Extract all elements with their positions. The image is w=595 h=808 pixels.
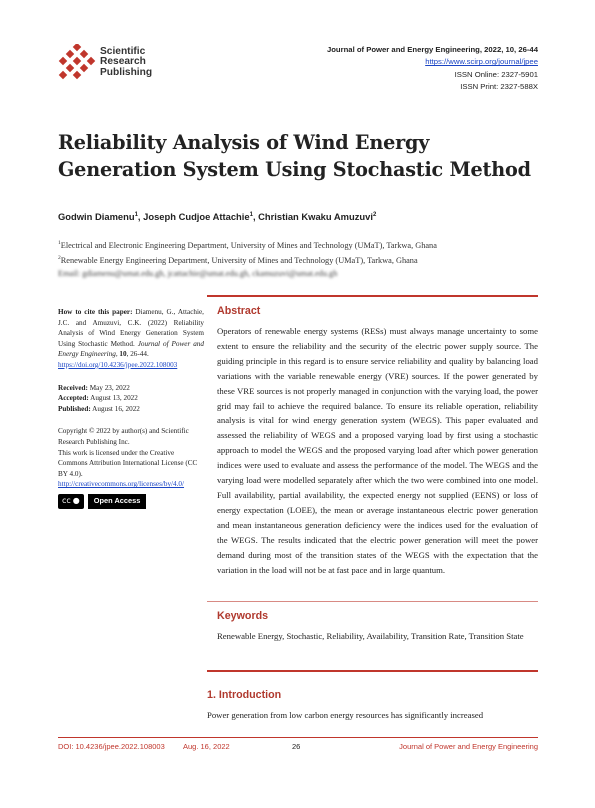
introduction-heading: 1. Introduction xyxy=(207,689,282,701)
author-list: Godwin Diamenu$^1$, Joseph Cudjoe Attachie$^1$, Christian Kwaku Amuzuvi$^2$ xyxy=(58,211,377,222)
abstract-text: Operators of renewable energy systems (RESs) must always manage uncertainty to some extent to ensure the reliability and the security of the electric power supply source. The guiding principle in this regard is to ensure service reliability and quality by balancing load variations with the variable renewable energy (VRE) sources. If the power generated by these VRE sources is not properly managed in conjunction with the varying load, the power grid may fail to achieve the required balance. To ensure its reliable operation, reliability analysis is vital for wind energy generation system (WEGS). This paper evaluated and assessed the reliability of WEGS and a proposed varying load by first using a stochastic approach to model the WEGS and the proposed varying load after which power generation indices were used to evaluate and assess the performance of the model. The WEGS and the varying load were modelled separately after which the two were combined into one model. Full availability, partial availability, the expected energy not supplied (EENS) or loss of energy expectation (LOEE), the mean or average instantaneous electric power generation and mean instantaneous generation deficiency were the indices used for the evaluation of the WEGS. The results indicated that the electric power generation will meet the power demand during most of the transition states of the WEGS with the expectation that the variation in the load will not be at fast pace and in large quantum. xyxy=(217,326,538,575)
cite-doi-link[interactable]: https://doi.org/10.4236/jpee.2022.108003 xyxy=(58,360,178,369)
person-icon: ● xyxy=(72,496,80,506)
open-access-badge[interactable]: Open Access xyxy=(88,494,147,509)
cite-label: How to cite this paper: xyxy=(58,308,133,316)
cite-pages: , 26-44. xyxy=(126,350,149,359)
abstract-top-rule xyxy=(207,295,538,297)
logo-line: Research xyxy=(100,56,146,68)
accepted-label: Accepted: xyxy=(58,394,89,403)
published-date xyxy=(58,404,204,415)
how-to-cite xyxy=(58,307,204,371)
logo-line: Publishing xyxy=(100,66,153,78)
author-affil-mark: 1 xyxy=(249,211,253,218)
received-date xyxy=(58,383,204,394)
footer-rule xyxy=(58,737,538,738)
abstract-body xyxy=(217,324,538,577)
cite-text: Diamenu, G., Attachie, J.C. and Amuzuvi, C.K. (2022) Reliability Analysis of Wind Energy Generation System Using Stochastic Method. xyxy=(58,308,204,348)
license-url-link[interactable]: http://creativecommons.org/licenses/by/4.0/ xyxy=(58,480,185,489)
published-label: Published: xyxy=(58,404,91,413)
cite-journal: Journal of Power and Energy Engineering, xyxy=(58,339,204,359)
accepted-value: August 13, 2022 xyxy=(88,394,138,403)
received-value: May 23, 2022 xyxy=(87,383,130,392)
journal-url-link[interactable]: https://www.scirp.org/journal/jpee xyxy=(425,57,538,67)
license-badges xyxy=(58,494,204,509)
received-label: Received: xyxy=(58,383,88,392)
author-name: Godwin Diamenu xyxy=(58,211,135,222)
author-affil-mark: 1 xyxy=(134,211,138,218)
article-info-column xyxy=(58,307,204,509)
license-text: This work is licensed under the Creative Commons Attribution International License (CC BY 4.0). xyxy=(58,448,198,478)
footer-doi: DOI: 10.4236/jpee.2022.108003 xyxy=(58,742,165,751)
journal-citation: Journal of Power and Energy Engineering, 2022, 10, 26-44 xyxy=(326,45,538,54)
publisher-logo-text xyxy=(100,47,152,78)
introduction-text: Power generation from low carbon energy resources has significantly increased xyxy=(207,710,484,720)
keywords-bottom-rule xyxy=(207,670,538,672)
affiliation-mark: 2 xyxy=(58,255,61,262)
keywords-rule xyxy=(207,601,538,602)
affiliation xyxy=(58,252,437,267)
issn-online: ISSN Online: 2327-5901 xyxy=(454,69,538,79)
cc-by-badge[interactable] xyxy=(58,494,84,509)
affiliation-mark: 1 xyxy=(58,240,61,246)
copyright-text: Copyright © 2022 by author(s) and Scientific Research Publishing Inc. xyxy=(58,427,189,446)
publisher-logo xyxy=(54,44,154,84)
paper-title: Reliability Analysis of Wind Energy Generation System Using Stochastic Method xyxy=(58,131,531,181)
cc-icon: cc xyxy=(62,496,71,506)
footer-journal-name: Journal of Power and Energy Engineering xyxy=(399,742,538,751)
issn-print: ISSN Print: 2327-588X xyxy=(460,82,538,92)
publisher-logo-icon xyxy=(54,44,99,84)
cite-volume: 10 xyxy=(119,350,127,359)
affiliations xyxy=(58,237,437,280)
logo-line: Scientific xyxy=(100,46,146,57)
affiliation-text: Renewable Energy Engineering Department, University of Mines and Technology (UMaT), Tarkwa, Ghana xyxy=(60,255,418,265)
affiliation-text: Electrical and Electronic Engineering Department, University of Mines and Technology (UMaT), Tarkwa, Ghana xyxy=(60,240,437,250)
author-name: Joseph Cudjoe Attachie xyxy=(143,211,250,222)
affiliation xyxy=(58,237,437,252)
keywords-heading: Keywords xyxy=(217,610,269,622)
published-value: August 16, 2022 xyxy=(90,404,140,413)
accepted-date xyxy=(58,393,204,404)
journal-header xyxy=(327,44,538,94)
page-number: 26 xyxy=(292,742,301,751)
keywords-text: Renewable Energy, Stochastic, Reliability, Availability, Transition Rate, Transition State xyxy=(217,631,524,641)
author-affil-mark: 2 xyxy=(372,211,377,218)
email-line: Email: gdiamenu@umat.edu.gh, jcattachie@umat.edu.gh, ckamuzuvi@umat.edu.gh xyxy=(58,269,338,279)
footer-date: Aug. 16, 2022 xyxy=(183,742,230,751)
author-name: Christian Kwaku Amuzuvi xyxy=(258,211,373,222)
abstract-heading: Abstract xyxy=(217,305,261,317)
